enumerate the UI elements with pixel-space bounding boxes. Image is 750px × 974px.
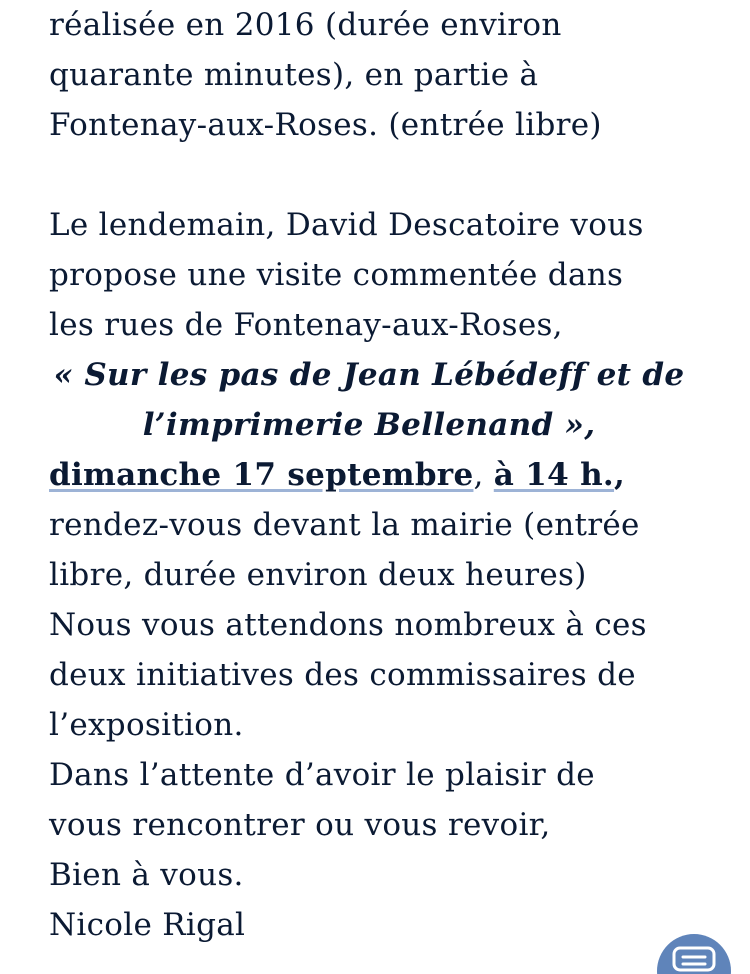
text-line: les rues de Fontenay-aux-Roses, (49, 307, 563, 343)
text-line: Fontenay-aux-Roses. (entrée libre) (49, 107, 602, 143)
message-text (49, 0, 709, 950)
text-line: Bien à vous. (49, 857, 244, 893)
text-line: propose une visite commentée dans (49, 257, 624, 293)
text-line: rendez-vous devant la mairie (entrée (49, 507, 640, 543)
text-line: vous rencontrer ou vous revoir, (49, 807, 551, 843)
event-time-link[interactable]: à 14 h. (493, 457, 615, 493)
text-line: deux initiatives des commissaires de (49, 657, 636, 693)
event-title-line-2: l’imprimerie Bellenand », (142, 407, 596, 443)
date-tail: , (614, 457, 626, 493)
date-separator: , (473, 457, 494, 493)
text-line: libre, durée environ deux heures) (49, 557, 587, 593)
text-line: quarante minutes), en partie à (49, 57, 539, 93)
text-line: Le lendemain, David Descatoire vous (49, 207, 644, 243)
text-line: réalisée en 2016 (durée environ (49, 7, 562, 43)
text-line: l’exposition. (49, 707, 244, 743)
signature-line: Nicole Rigal (49, 907, 246, 943)
event-date-line (49, 450, 709, 500)
event-date-link[interactable]: dimanche 17 septembre (49, 457, 474, 493)
paragraph-gap (49, 150, 709, 200)
text-line: Dans l’attente d’avoir le plaisir de (49, 757, 595, 793)
text-line: Nous vous attendons nombreux à ces (49, 607, 647, 643)
event-title-line-1: « Sur les pas de Jean Lébédeff et de (53, 357, 685, 393)
compose-icon (671, 942, 717, 972)
